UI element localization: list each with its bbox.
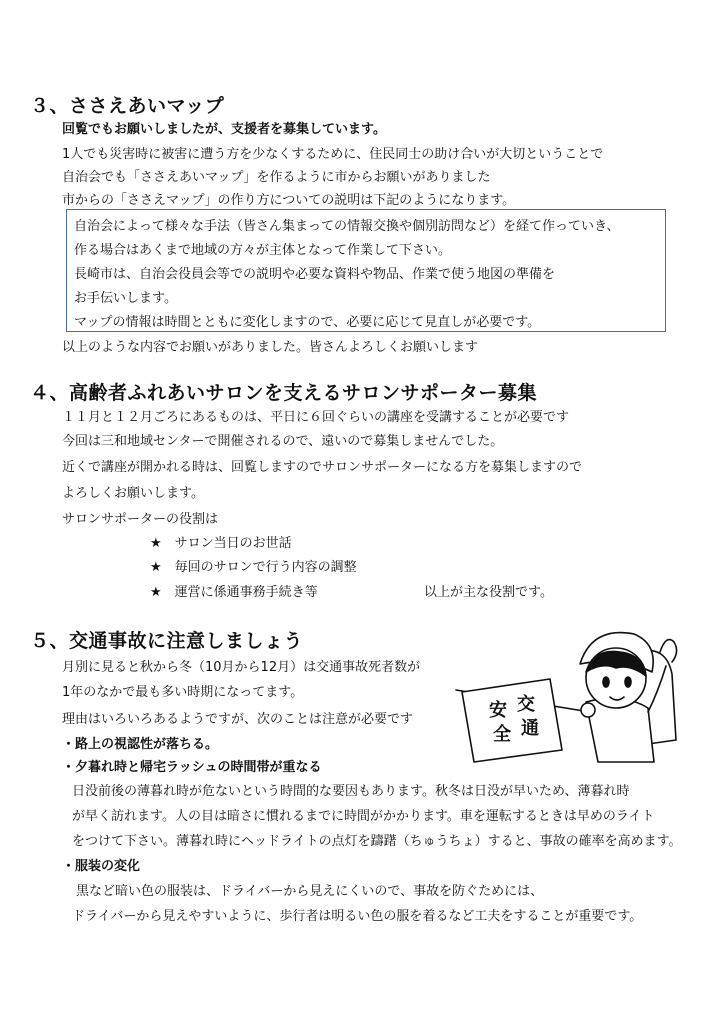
- section4-line: よろしくお願いします。: [62, 486, 204, 501]
- point2-line: が早く訪れます。人の目は暗さに慣れるまでに時間がかかります。車を運転するときは早めのライト: [72, 809, 655, 824]
- point-clothing: ・服装の変化: [62, 859, 141, 874]
- section4-line: 近くで講座が開かれる時は、回覧しますのでサロンサポーターになる方を募集しますので: [62, 460, 583, 475]
- section3-closing: 以上のような内容でお願いがありました。皆さんよろしくお願いします: [62, 340, 479, 355]
- section5-line: 理由はいろいろあるようですが、次のことは注意が必要です: [62, 712, 414, 727]
- flag-char: 通: [521, 718, 539, 739]
- flag-icon: [462, 679, 562, 762]
- section3-line: 市からの「ささえマップ」の作り方についての説明は下記のようになります。: [62, 193, 516, 208]
- section5-heading: ５、交通事故に注意しましょう: [30, 630, 304, 652]
- box-line: 自治会によって様々な手法（皆さん集まっての情報交換や個別訪問など）を経て作っていき、: [74, 219, 620, 234]
- point2-line: 日没前後の薄暮れ時が危ないという時間的な要因もあります。秋冬は日没が早いため、薄暮れ時: [72, 784, 630, 799]
- point-visibility: ・路上の視認性が落ちる。: [62, 737, 219, 752]
- role-item: ★ サロン当日のお世話: [150, 536, 292, 551]
- flag-char: 交: [517, 694, 535, 715]
- section3-line: 1人でも災害時に被害に遭う方を少なくするために、住民同士の助け合いが大切ということで: [62, 147, 604, 162]
- flag-char: 安: [489, 700, 507, 721]
- section3-heading: ３、ささえあいマップ: [30, 95, 225, 117]
- section4-line: １１月と１２月ごろにあるものは、平日に６回ぐらいの講座を受講することが必要です: [62, 410, 570, 425]
- point-dusk-rush: ・夕暮れ時と帰宅ラッシュの時間帯が重なる: [62, 760, 322, 775]
- box-line: マップの情報は時間とともに変化しますので、必要に応じて見直しが必要です。: [74, 315, 541, 330]
- role-item: ★ 運営に係通事務手続き等: [150, 585, 318, 600]
- section4-line: 今回は三和地域センターで開催されるので、遠いので募集しませんでした。: [62, 434, 504, 449]
- roles-note: 以上が主な役割です。: [424, 585, 553, 600]
- section4-heading: ４、高齢者ふれあいサロンを支えるサロンサポーター募集: [30, 382, 538, 404]
- point3-line: ドライバーから見えやすいように、歩行者は明るい色の服を着るなど工夫をすることが重要です。: [72, 909, 643, 924]
- box-line: 長崎市は、自治会役員会等での説明や必要な資料や物品、作業で使う地図の準備を: [74, 267, 556, 282]
- point2-line: をつけて下さい。薄暮れ時にヘッドライトの点灯を躊躇（ちゅうちょ）すると、事故の確率を高めます。: [72, 834, 682, 849]
- section3-lead: 回覧でもお願いしましたが、支援者を募集しています。: [62, 122, 386, 137]
- section4-line: サロンサポーターの役割は: [62, 512, 219, 527]
- point3-line: 黒など暗い色の服装は、ドライバーから見えにくいので、事故を防ぐためには、: [76, 884, 544, 899]
- traffic-safety-girl-illustration: [452, 622, 702, 772]
- box-line: 作る場合はあくまで地域の方々が主体となって作業して下さい。: [74, 243, 452, 258]
- box-line: お手伝いします。: [74, 291, 177, 306]
- section3-line: 自治会でも「ささえあいマップ」を作るように市からお願いがありました: [62, 170, 491, 185]
- section5-line: 月別に見ると秋から冬（10月から12月）は交通事故死者数が: [62, 660, 421, 675]
- role-item: ★ 毎回のサロンで行う内容の調整: [150, 560, 357, 575]
- flag-char: 全: [493, 724, 511, 745]
- section5-line: 1年のなかで最も多い時期になってます。: [62, 685, 304, 700]
